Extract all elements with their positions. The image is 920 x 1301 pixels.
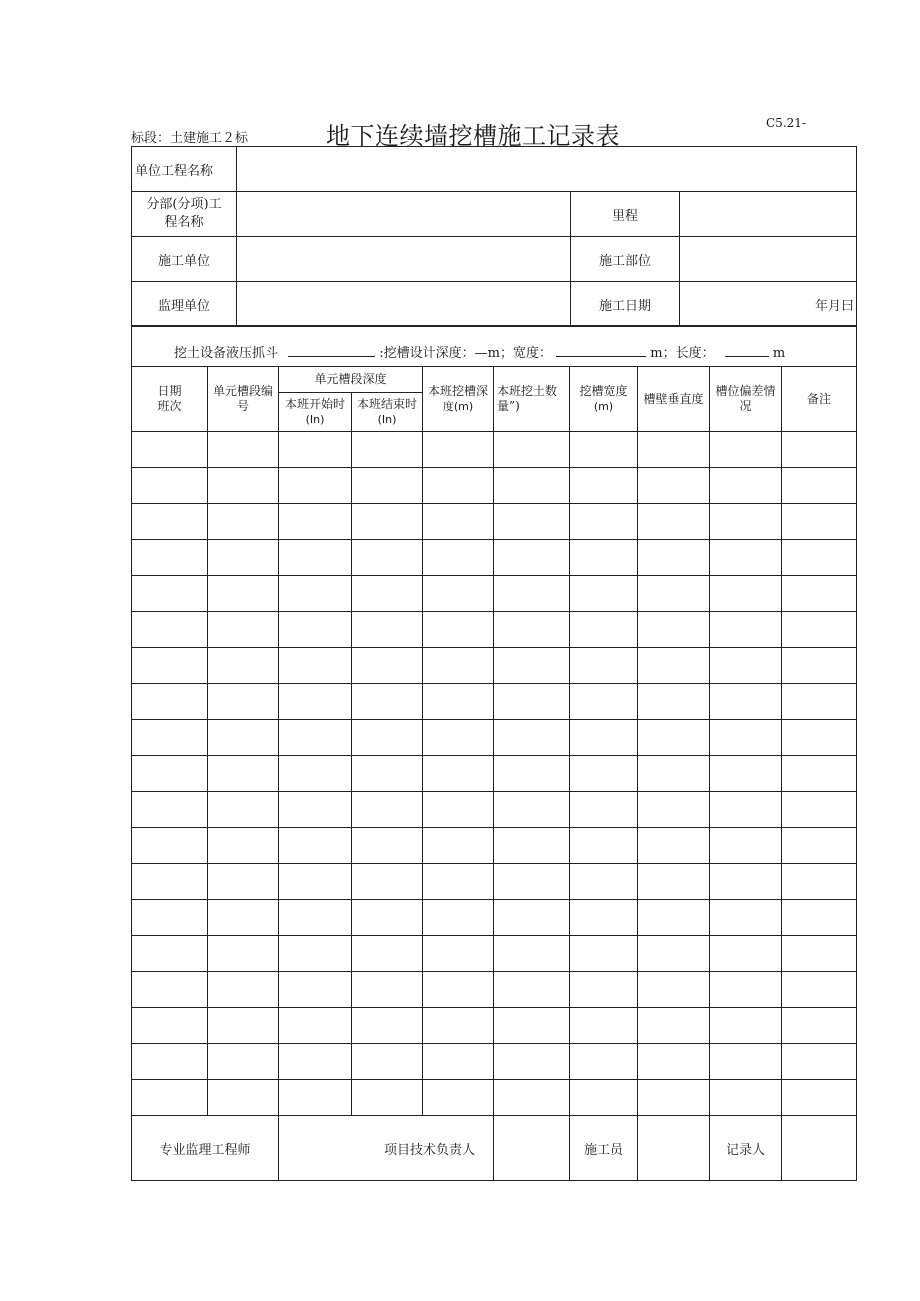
table-cell[interactable] <box>423 864 494 900</box>
table-cell[interactable] <box>710 648 782 684</box>
table-cell[interactable] <box>423 792 494 828</box>
table-cell[interactable] <box>638 864 710 900</box>
table-cell[interactable] <box>352 828 423 864</box>
col-end-depth-unit: (In) <box>377 413 397 426</box>
table-cell[interactable] <box>208 504 279 540</box>
table-cell[interactable] <box>570 864 638 900</box>
table-cell[interactable] <box>423 432 494 468</box>
table-row <box>132 684 857 720</box>
table-cell[interactable] <box>279 648 352 684</box>
table-cell[interactable] <box>570 936 638 972</box>
table-cell[interactable] <box>423 828 494 864</box>
table-cell[interactable] <box>352 540 423 576</box>
table-cell[interactable] <box>352 648 423 684</box>
table-cell[interactable] <box>494 828 570 864</box>
table-cell[interactable] <box>423 720 494 756</box>
construction-unit-field[interactable] <box>237 237 571 282</box>
table-cell[interactable] <box>132 1080 208 1116</box>
col-shift-volume <box>494 367 570 432</box>
table-cell[interactable] <box>423 1008 494 1044</box>
table-cell[interactable] <box>352 792 423 828</box>
data-rows <box>132 432 857 1116</box>
table-cell[interactable] <box>494 612 570 648</box>
equipment-text: 挖土设备液压抓斗 <box>174 345 279 361</box>
length-blank[interactable] <box>725 346 769 357</box>
table-cell[interactable] <box>570 468 638 504</box>
table-cell[interactable] <box>352 1008 423 1044</box>
table-row <box>132 900 857 936</box>
table-cell[interactable] <box>423 756 494 792</box>
table-cell[interactable] <box>494 504 570 540</box>
unit-project-name-label: 单位工程名称 <box>132 147 237 192</box>
table-cell[interactable] <box>208 684 279 720</box>
table-cell[interactable] <box>782 864 857 900</box>
sub-project-row <box>132 192 857 237</box>
table-cell[interactable] <box>423 576 494 612</box>
table-cell[interactable] <box>423 648 494 684</box>
table-cell[interactable] <box>352 612 423 648</box>
width-blank[interactable] <box>556 346 646 357</box>
table-row <box>132 468 857 504</box>
table-cell[interactable] <box>423 504 494 540</box>
constructor-label: 施工员 <box>570 1116 638 1181</box>
table-cell[interactable] <box>782 792 857 828</box>
sub-project-name-label <box>132 192 237 237</box>
table-cell[interactable] <box>570 972 638 1008</box>
table-cell[interactable] <box>423 1080 494 1116</box>
col-segment-no-line1: 单元槽段编 <box>212 384 273 398</box>
table-cell[interactable] <box>494 864 570 900</box>
table-cell[interactable] <box>570 756 638 792</box>
table-cell[interactable] <box>132 756 208 792</box>
table-cell[interactable] <box>782 648 857 684</box>
table-cell[interactable] <box>494 936 570 972</box>
table-cell[interactable] <box>132 468 208 504</box>
table-cell[interactable] <box>570 828 638 864</box>
table-cell[interactable] <box>782 720 857 756</box>
col-deviation-line1: 槽位偏差情 <box>715 384 776 398</box>
table-cell[interactable] <box>494 1008 570 1044</box>
page-title: 地下连续墙挖槽施工记录表 <box>326 122 620 150</box>
table-cell[interactable] <box>279 1044 352 1080</box>
table-cell[interactable] <box>570 504 638 540</box>
table-row <box>132 1044 857 1080</box>
equipment-row <box>132 326 857 367</box>
construction-date-field[interactable]: 年月曰 <box>680 282 857 327</box>
recorder-sign-field[interactable] <box>782 1116 857 1181</box>
table-row <box>132 936 857 972</box>
table-row <box>132 1080 857 1116</box>
col-shift-depth-line2: 度(m) <box>442 400 474 413</box>
table-cell[interactable] <box>710 972 782 1008</box>
table-cell[interactable] <box>132 720 208 756</box>
table-cell[interactable] <box>352 468 423 504</box>
table-cell[interactable] <box>494 540 570 576</box>
table-cell[interactable] <box>279 504 352 540</box>
table-row <box>132 1008 857 1044</box>
tech-lead-label: 项目技术负责人 <box>279 1116 494 1181</box>
table-row <box>132 504 857 540</box>
table-cell[interactable] <box>494 972 570 1008</box>
table-cell[interactable] <box>132 576 208 612</box>
table-row <box>132 756 857 792</box>
table-cell[interactable] <box>570 432 638 468</box>
table-cell[interactable] <box>638 576 710 612</box>
construction-date-label: 施工日期 <box>571 282 680 327</box>
col-width <box>570 367 638 432</box>
table-cell[interactable] <box>710 576 782 612</box>
table-cell[interactable] <box>638 504 710 540</box>
table-cell[interactable] <box>494 648 570 684</box>
table-row <box>132 612 857 648</box>
sub-project-label-line2: 程名称 <box>164 215 204 230</box>
table-cell[interactable] <box>710 936 782 972</box>
table-cell[interactable] <box>494 684 570 720</box>
table-cell[interactable] <box>208 468 279 504</box>
table-cell[interactable] <box>132 828 208 864</box>
table-cell[interactable] <box>352 1080 423 1116</box>
table-row <box>132 792 857 828</box>
table-cell[interactable] <box>710 468 782 504</box>
table-cell[interactable] <box>494 432 570 468</box>
table-cell[interactable] <box>782 828 857 864</box>
col-deviation <box>710 367 782 432</box>
table-cell[interactable] <box>494 1080 570 1116</box>
form-code: C5.21- <box>766 116 806 130</box>
length-text: m；长度： <box>650 345 715 361</box>
col-shift-volume-line2: 量”) <box>497 399 520 413</box>
table-cell[interactable] <box>423 468 494 504</box>
table-cell[interactable] <box>710 504 782 540</box>
table-cell[interactable] <box>352 972 423 1008</box>
table-cell[interactable] <box>494 792 570 828</box>
table-cell[interactable] <box>570 540 638 576</box>
table-cell[interactable] <box>208 864 279 900</box>
table-cell[interactable] <box>782 576 857 612</box>
tech-lead-sign-field[interactable] <box>494 1116 570 1181</box>
table-cell[interactable] <box>208 756 279 792</box>
table-cell[interactable] <box>710 684 782 720</box>
table-cell[interactable] <box>710 432 782 468</box>
table-cell[interactable] <box>423 1044 494 1080</box>
table-cell[interactable] <box>279 1080 352 1116</box>
table-cell[interactable] <box>570 720 638 756</box>
table-cell[interactable] <box>638 720 710 756</box>
table-cell[interactable] <box>570 1080 638 1116</box>
table-cell[interactable] <box>570 684 638 720</box>
table-cell[interactable] <box>352 720 423 756</box>
table-cell[interactable] <box>638 648 710 684</box>
table-row <box>132 972 857 1008</box>
table-cell[interactable] <box>638 1044 710 1080</box>
table-cell[interactable] <box>208 900 279 936</box>
table-cell[interactable] <box>279 468 352 504</box>
col-verticality: 槽壁垂直度 <box>638 367 710 432</box>
table-cell[interactable] <box>782 1080 857 1116</box>
table-cell[interactable] <box>208 1044 279 1080</box>
table-cell[interactable] <box>782 900 857 936</box>
table-cell[interactable] <box>782 1044 857 1080</box>
table-cell[interactable] <box>279 972 352 1008</box>
table-row <box>132 576 857 612</box>
unit-project-name-field[interactable] <box>237 147 857 192</box>
table-row <box>132 432 857 468</box>
col-date-label: 日期 <box>157 384 182 398</box>
table-cell[interactable] <box>638 432 710 468</box>
table-cell[interactable] <box>208 576 279 612</box>
table-cell[interactable] <box>710 1044 782 1080</box>
table-cell[interactable] <box>208 1008 279 1044</box>
table-cell[interactable] <box>208 936 279 972</box>
table-cell[interactable] <box>132 900 208 936</box>
table-cell[interactable] <box>638 792 710 828</box>
table-cell[interactable] <box>638 828 710 864</box>
supervision-unit-row <box>132 282 857 327</box>
table-cell[interactable] <box>279 864 352 900</box>
table-cell[interactable] <box>132 792 208 828</box>
table-cell[interactable] <box>279 936 352 972</box>
table-cell[interactable] <box>638 540 710 576</box>
supervision-unit-field[interactable] <box>237 282 571 327</box>
table-cell[interactable] <box>710 900 782 936</box>
col-shift-label: 班次 <box>157 399 182 413</box>
table-cell[interactable] <box>132 1044 208 1080</box>
col-width-line1: 挖槽宽度 <box>579 384 628 398</box>
mileage-field[interactable] <box>680 192 857 237</box>
table-cell[interactable] <box>638 756 710 792</box>
table-cell[interactable] <box>638 612 710 648</box>
table-cell[interactable] <box>570 1008 638 1044</box>
table-cell[interactable] <box>279 792 352 828</box>
col-end-depth <box>352 393 423 432</box>
table-cell[interactable] <box>710 828 782 864</box>
table-cell[interactable] <box>132 612 208 648</box>
table-cell[interactable] <box>782 432 857 468</box>
table-cell[interactable] <box>352 576 423 612</box>
constructor-sign-field[interactable] <box>638 1116 710 1181</box>
table-row <box>132 864 857 900</box>
project-info-table <box>131 146 857 327</box>
table-cell[interactable] <box>352 936 423 972</box>
table-cell[interactable] <box>423 540 494 576</box>
signature-row <box>132 1116 857 1181</box>
table-cell[interactable] <box>279 720 352 756</box>
equipment-line <box>132 326 857 367</box>
table-cell[interactable] <box>782 972 857 1008</box>
table-cell[interactable] <box>782 504 857 540</box>
col-date-shift <box>132 367 208 432</box>
table-cell[interactable] <box>132 972 208 1008</box>
table-cell[interactable] <box>782 1008 857 1044</box>
table-cell[interactable] <box>570 612 638 648</box>
table-cell[interactable] <box>710 540 782 576</box>
section-label: 标段：土建施工２标 <box>131 131 249 146</box>
table-cell[interactable] <box>208 972 279 1008</box>
table-cell[interactable] <box>352 864 423 900</box>
col-start-depth-label: 本班开始时 <box>284 397 345 411</box>
table-cell[interactable] <box>710 864 782 900</box>
table-cell[interactable] <box>710 792 782 828</box>
mileage-label: 里程 <box>571 192 680 237</box>
column-header-row-1 <box>132 367 857 393</box>
table-cell[interactable] <box>352 756 423 792</box>
unit-project-row <box>132 147 857 192</box>
table-cell[interactable] <box>279 684 352 720</box>
table-cell[interactable] <box>352 1044 423 1080</box>
table-cell[interactable] <box>423 972 494 1008</box>
col-start-depth <box>279 393 352 432</box>
table-cell[interactable] <box>782 684 857 720</box>
supervision-unit-label: 监理单位 <box>132 282 237 327</box>
table-cell[interactable] <box>494 468 570 504</box>
table-cell[interactable] <box>638 900 710 936</box>
col-shift-depth-line1: 本班挖槽深 <box>427 384 488 398</box>
col-width-line2: (m) <box>593 400 614 413</box>
table-cell[interactable] <box>423 684 494 720</box>
table-cell[interactable] <box>279 576 352 612</box>
supervisor-label: 专业监理工程师 <box>132 1116 279 1181</box>
table-cell[interactable] <box>279 900 352 936</box>
construction-unit-label: 施工单位 <box>132 237 237 282</box>
table-row <box>132 648 857 684</box>
col-shift-volume-line1: 本班挖土数 <box>497 384 558 398</box>
table-cell[interactable] <box>208 1080 279 1116</box>
table-cell[interactable] <box>570 576 638 612</box>
table-cell[interactable] <box>710 756 782 792</box>
table-cell[interactable] <box>132 504 208 540</box>
table-cell[interactable] <box>132 936 208 972</box>
table-cell[interactable] <box>638 468 710 504</box>
table-cell[interactable] <box>638 972 710 1008</box>
col-segment-no-line2: 号 <box>236 399 249 413</box>
table-cell[interactable] <box>279 612 352 648</box>
table-cell[interactable] <box>132 864 208 900</box>
col-segment-depth: 单元槽段深度 <box>279 367 423 393</box>
table-cell[interactable] <box>782 612 857 648</box>
table-cell[interactable] <box>279 540 352 576</box>
table-cell[interactable] <box>638 1080 710 1116</box>
table-cell[interactable] <box>570 648 638 684</box>
table-cell[interactable] <box>279 432 352 468</box>
table-cell[interactable] <box>710 612 782 648</box>
table-cell[interactable] <box>132 540 208 576</box>
table-cell[interactable] <box>494 756 570 792</box>
col-remarks: 备注 <box>782 367 857 432</box>
table-cell[interactable] <box>132 648 208 684</box>
construction-unit-row <box>132 237 857 282</box>
table-cell[interactable] <box>132 1008 208 1044</box>
table-cell[interactable] <box>208 828 279 864</box>
table-cell[interactable] <box>570 792 638 828</box>
table-cell[interactable] <box>279 1008 352 1044</box>
construction-part-label: 施工部位 <box>571 237 680 282</box>
col-shift-depth <box>423 367 494 432</box>
table-cell[interactable] <box>782 936 857 972</box>
construction-part-field[interactable] <box>680 237 857 282</box>
table-cell[interactable] <box>208 648 279 684</box>
table-cell[interactable] <box>279 828 352 864</box>
table-cell[interactable] <box>352 432 423 468</box>
equipment-blank[interactable] <box>288 346 375 357</box>
recorder-label: 记录人 <box>710 1116 782 1181</box>
table-row <box>132 720 857 756</box>
sub-project-name-field[interactable] <box>237 192 571 237</box>
table-cell[interactable] <box>352 900 423 936</box>
table-cell[interactable] <box>782 756 857 792</box>
col-end-depth-label: 本班结束时 <box>356 397 417 411</box>
table-cell[interactable] <box>710 720 782 756</box>
table-cell[interactable] <box>423 936 494 972</box>
col-deviation-line2: 况 <box>739 399 752 413</box>
design-depth-text: :挖槽设计深度：—m；宽度： <box>379 345 553 361</box>
table-cell[interactable] <box>638 684 710 720</box>
col-start-depth-unit: (In) <box>305 413 325 426</box>
table-row <box>132 828 857 864</box>
table-cell[interactable] <box>494 720 570 756</box>
length-unit: m <box>772 345 786 361</box>
table-cell[interactable] <box>352 504 423 540</box>
sub-project-label-line1: 分部(分项)工 <box>146 197 222 212</box>
table-cell[interactable] <box>208 540 279 576</box>
table-cell[interactable] <box>710 1008 782 1044</box>
table-cell[interactable] <box>638 1008 710 1044</box>
table-cell[interactable] <box>208 432 279 468</box>
table-cell[interactable] <box>494 576 570 612</box>
table-cell[interactable] <box>208 612 279 648</box>
table-cell[interactable] <box>638 936 710 972</box>
table-cell[interactable] <box>208 792 279 828</box>
table-cell[interactable] <box>208 720 279 756</box>
table-cell[interactable] <box>494 1044 570 1080</box>
excavation-record-table <box>131 325 857 1181</box>
table-cell[interactable] <box>279 756 352 792</box>
table-cell[interactable] <box>782 540 857 576</box>
table-row <box>132 540 857 576</box>
table-cell[interactable] <box>352 684 423 720</box>
table-cell[interactable] <box>423 612 494 648</box>
table-cell[interactable] <box>132 432 208 468</box>
table-cell[interactable] <box>494 900 570 936</box>
table-cell[interactable] <box>570 1044 638 1080</box>
col-segment-no <box>208 367 279 432</box>
table-cell[interactable] <box>570 900 638 936</box>
table-cell[interactable] <box>782 468 857 504</box>
table-cell[interactable] <box>132 684 208 720</box>
table-cell[interactable] <box>710 1080 782 1116</box>
table-cell[interactable] <box>423 900 494 936</box>
